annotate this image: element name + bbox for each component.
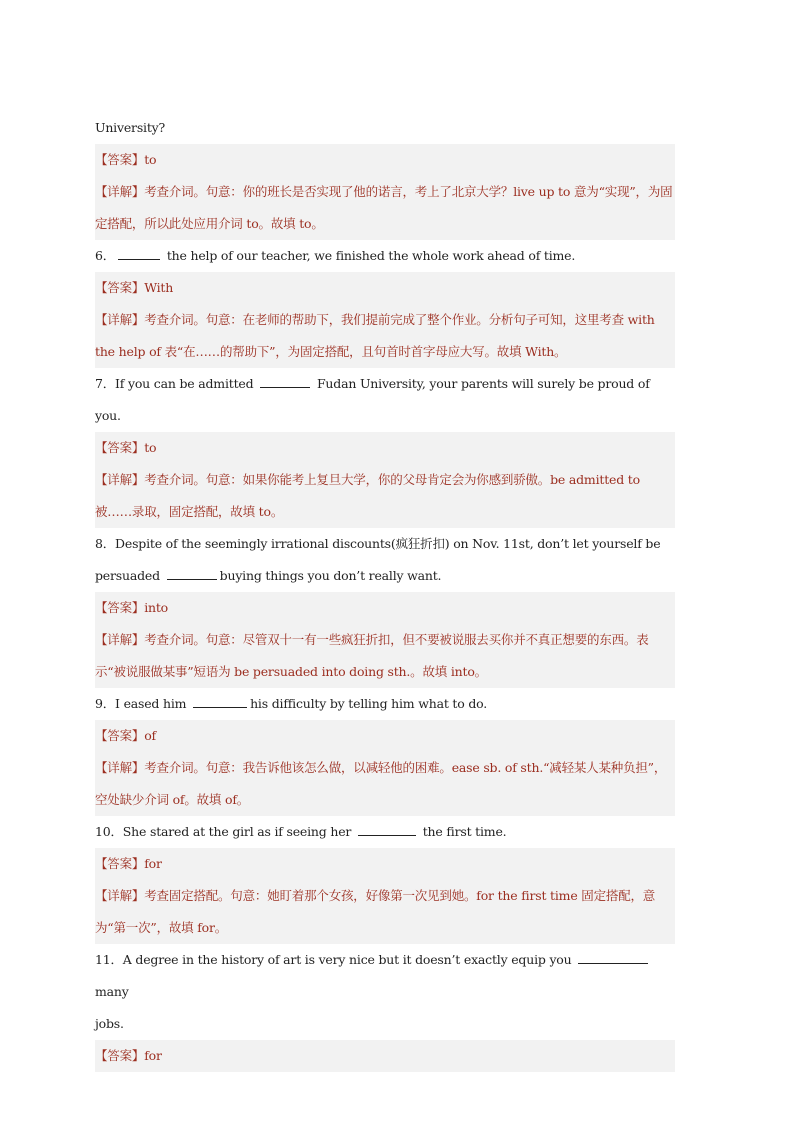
line-0: University?	[95, 120, 166, 135]
question-text: 9．I eased him	[95, 696, 191, 711]
question-7	[95, 368, 675, 432]
answer-line: 【答案】to	[95, 144, 675, 176]
explanation: 【详解】考查介词。句意：尽管双十一有一些疯狂折扣，但不要被说服去买你并不真正想要的东西。表示“被说服做某事”短语为 be persuaded into doing sth.。故填 into。	[95, 624, 675, 688]
question-8: 8．Despite of the seemingly irrational discounts(疯狂折扣) on Nov. 11st, don’t let yourself be	[95, 536, 661, 551]
answer-blank	[193, 695, 247, 708]
question-text: the first time.	[418, 824, 507, 839]
explanation: 【详解】考查介词。句意：在老师的帮助下，我们提前完成了整个作业。分析句子可知，这里考查 with the help of 表“在……的帮助下”，为固定搭配，且句首时首字母应大写。故填 With。	[95, 304, 675, 368]
question-number: 6．	[95, 248, 116, 263]
explanation: 【详解】考查介词。句意：你的班长是否实现了他的诺言，考上了北京大学？live up to 意为“实现”，为固定搭配，所以此处应用介词 to。故填 to。	[95, 176, 675, 240]
answer-blank	[260, 375, 310, 388]
question-9	[95, 688, 675, 720]
question-text: persuaded	[95, 568, 164, 583]
answer-blank	[578, 951, 648, 964]
question-text: his difficulty by telling him what to do.	[250, 696, 488, 711]
answer-line: 【答案】into	[95, 592, 675, 624]
question-8-cont	[95, 560, 675, 592]
question-11	[95, 944, 675, 1008]
question-text: the help of our teacher, we finished the whole work ahead of time.	[163, 248, 576, 263]
answer-line: 【答案】for	[95, 1040, 675, 1072]
question-text: 10．She stared at the girl as if seeing her	[95, 824, 355, 839]
answer-blank	[358, 823, 416, 836]
answer-blank	[118, 247, 160, 260]
question-11-cont: jobs.	[95, 1016, 124, 1031]
question-text: 11．A degree in the history of art is very nice but it doesn’t exactly equip you	[95, 952, 576, 967]
explanation: 【详解】考查介词。句意：如果你能考上复旦大学，你的父母肯定会为你感到骄傲。be admitted to 被……录取，固定搭配，故填 to。	[95, 464, 675, 528]
explanation: 【详解】考查固定搭配。句意：她盯着那个女孩，好像第一次见到她。for the first time 固定搭配，意为“第一次”，故填 for。	[95, 880, 675, 944]
answer-blank	[167, 567, 217, 580]
answer-line: 【答案】With	[95, 272, 675, 304]
question-text: 7．If you can be admitted	[95, 376, 258, 391]
answer-line: 【答案】for	[95, 848, 675, 880]
answer-line: 【答案】to	[95, 432, 675, 464]
question-6	[95, 240, 675, 272]
question-10	[95, 816, 675, 848]
document-body	[95, 112, 675, 1072]
question-text: buying things you don’t really want.	[219, 568, 442, 583]
explanation: 【详解】考查介词。句意：我告诉他该怎么做，以减轻他的困难。ease sb. of sth.“减轻某人某种负担”，空处缺少介词 of。故填 of。	[95, 752, 675, 816]
question-text: many	[95, 952, 656, 999]
answer-line: 【答案】of	[95, 720, 675, 752]
question-text: Fudan University, your parents will surely be proud of you.	[95, 376, 654, 423]
